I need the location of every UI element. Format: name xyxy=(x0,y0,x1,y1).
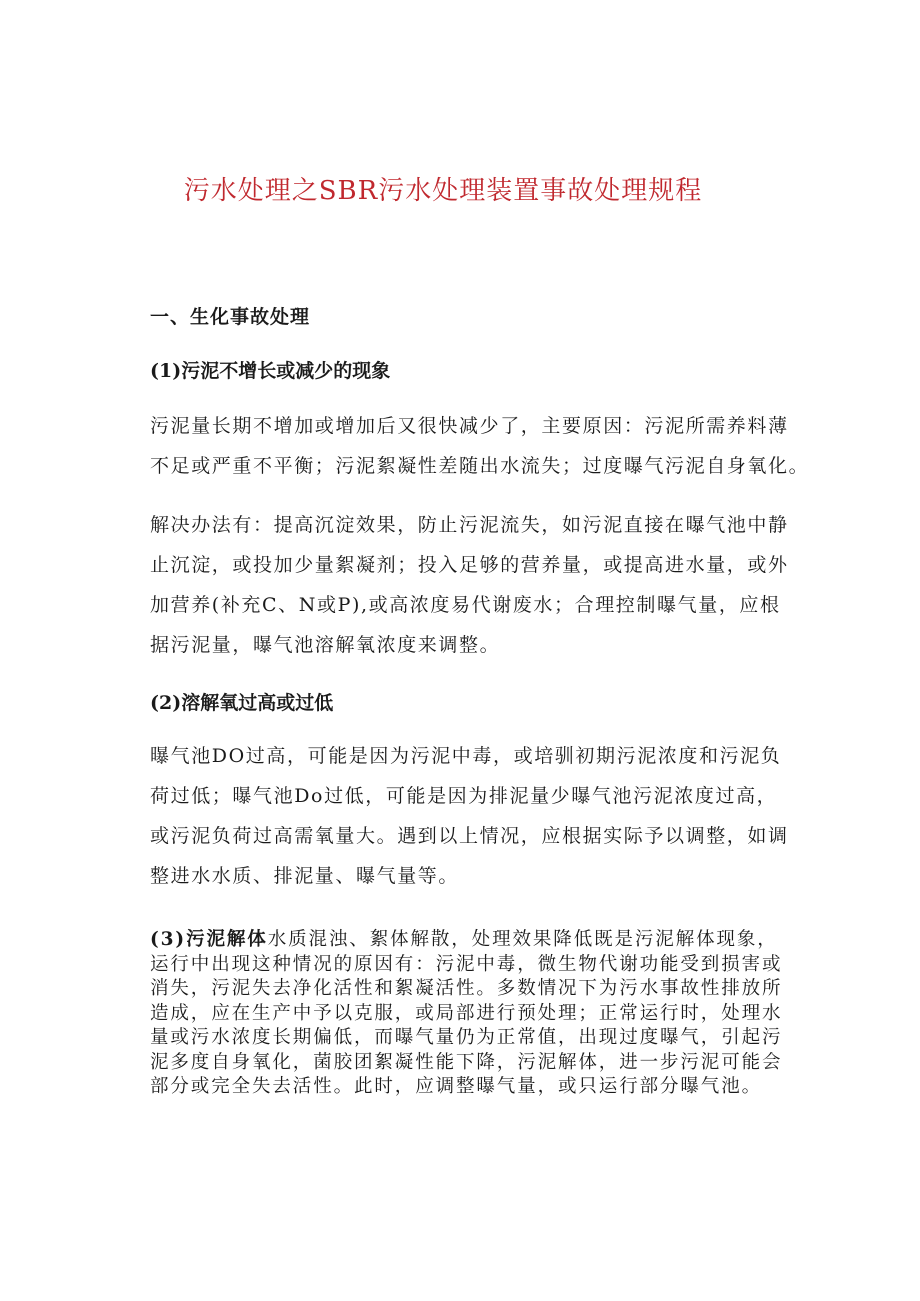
text-line: 泥多度自身氧化，菌胶团絮凝性能下降，污泥解体，进一步污泥可能会 xyxy=(150,1051,783,1073)
paragraph-sludge-causes xyxy=(150,406,840,486)
text-line: 据污泥量，曝气池溶解氧浓度来调整。 xyxy=(150,634,501,656)
text-line: 加营养(补充C、N或P),或高浓度易代谢废水；合理控制曝气量，应根 xyxy=(150,594,781,616)
subheading-sludge-disintegration: (3)污泥解体 xyxy=(150,929,268,950)
section-heading-biochemical-accidents: 一、生化事故处理 xyxy=(150,306,311,328)
subheading-dissolved-oxygen: (2)溶解氧过高或过低 xyxy=(150,692,334,714)
subheading-sludge-not-growing: (1)污泥不增长或减少的现象 xyxy=(150,360,391,382)
paragraph-sludge-solutions xyxy=(150,505,840,665)
paragraph-sludge-disintegration xyxy=(150,928,840,1100)
text-line: 整进水水质、排泥量、曝气量等。 xyxy=(150,865,460,887)
text-line: 消失，污泥失去净化活性和絮凝活性。多数情况下为污水事故性排放所 xyxy=(150,978,783,999)
text-line: 造成，应在生产中予以克服，或局部进行预处理；正常运行时，处理水 xyxy=(150,1002,783,1024)
text-line: 或污泥负荷过高需氧量大。遇到以上情况，应根据实际予以调整，如调 xyxy=(150,825,789,847)
text-line: 荷过低；曝气池Do过低，可能是因为排泥量少曝气池污泥浓度过高， xyxy=(150,785,778,807)
text-line: 污泥量长期不增加或增加后又很快减少了，主要原因：污泥所需养料薄 xyxy=(150,415,789,437)
text-line: 运行中出现这种情况的原因有：污泥中毒，微生物代谢功能受到损害或 xyxy=(150,953,783,975)
text-line: 止沉淀，或投加少量絮凝剂；投入足够的营养量，或提高进水量，或外 xyxy=(150,554,789,576)
text-line: 解决办法有：提高沉淀效果，防止污泥流失，如污泥直接在曝气池中静 xyxy=(150,514,789,536)
paragraph-dissolved-oxygen xyxy=(150,736,840,896)
text-line: 部分或完全失去活性。此时，应调整曝气量，或只运行部分曝气池。 xyxy=(150,1076,763,1097)
document-title: 污水处理之SBR污水处理装置事故处理规程 xyxy=(183,176,703,206)
inline-text: 水质混浊、絮体解散，处理效果降低既是污泥解体现象， xyxy=(267,929,778,950)
text-line xyxy=(150,928,840,953)
text-line: 量或污水浓度长期偏低，而曝气量仍为正常值，出现过度曝气，引起污 xyxy=(150,1027,783,1048)
text-line: 曝气池DO过高，可能是因为污泥中毒，或培驯初期污泥浓度和污泥负 xyxy=(150,745,782,767)
text-line: 不足或严重不平衡；污泥絮凝性差随出水流失；过度曝气污泥自身氧化。 xyxy=(150,455,810,477)
